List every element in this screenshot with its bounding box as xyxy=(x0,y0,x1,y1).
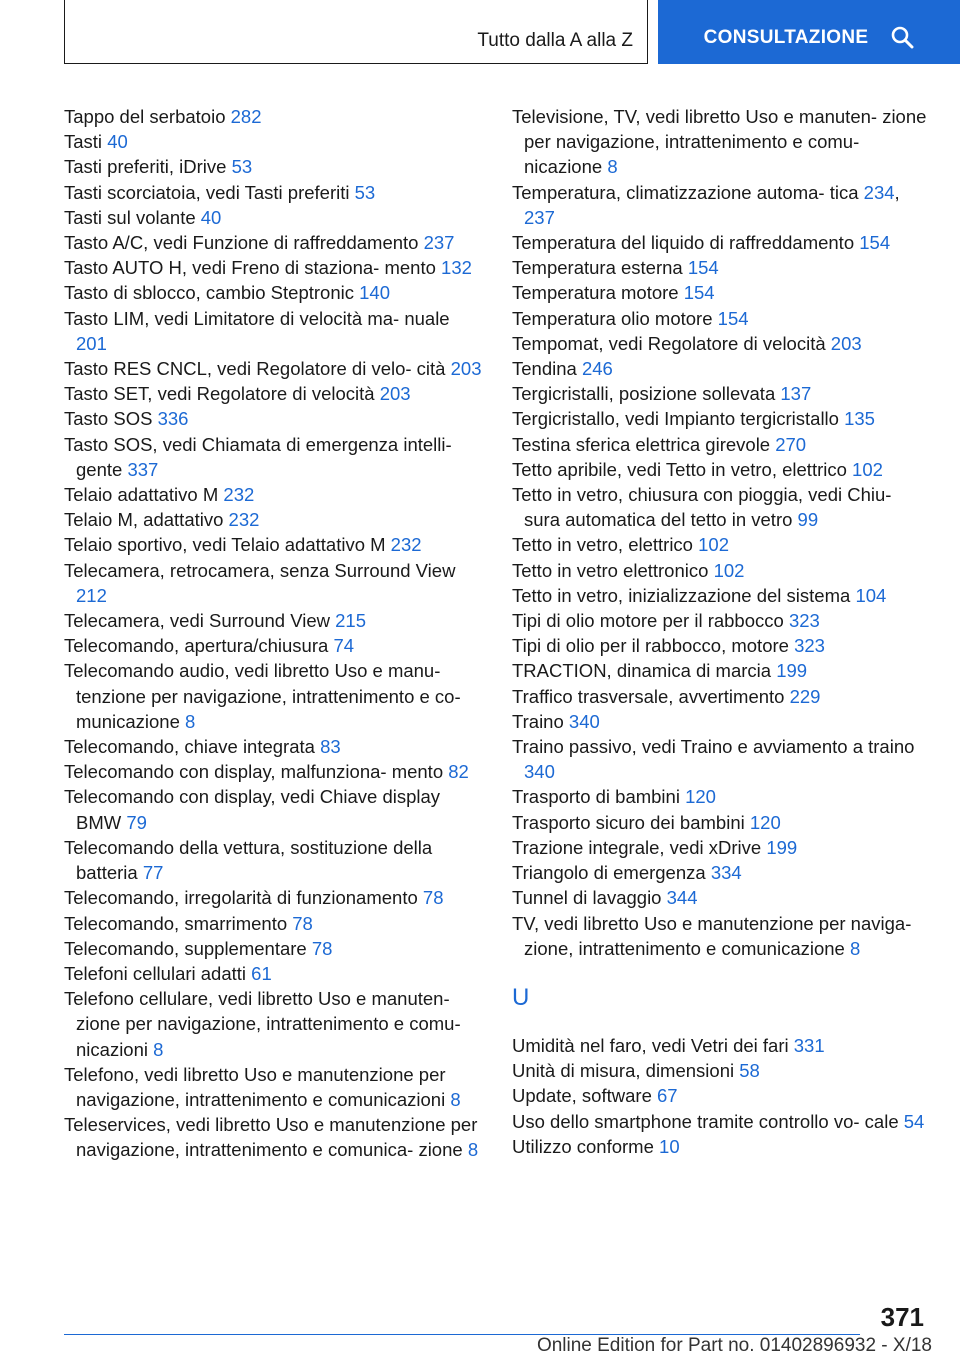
index-entry-text: Temperatura olio motore xyxy=(512,307,713,329)
page-ref-link[interactable]: 8 xyxy=(607,156,618,178)
page-ref-link[interactable]: 323 xyxy=(794,635,825,657)
index-entry-text: Tergicristallo, vedi Impianto tergicristallo xyxy=(512,408,839,430)
index-entry xyxy=(512,255,932,280)
index-entry-text: Telecomando con display, vedi Chiave display BMW xyxy=(64,786,441,833)
page-ref-link[interactable]: 120 xyxy=(749,811,781,833)
index-entry xyxy=(64,885,484,910)
index-entry xyxy=(64,129,484,154)
page-ref-link[interactable]: 154 xyxy=(687,257,719,279)
index-entry xyxy=(64,734,484,759)
index-entry-text: Trasporto di bambini xyxy=(512,786,680,808)
page-ref-link[interactable]: 140 xyxy=(359,282,390,304)
page-ref-link[interactable]: 79 xyxy=(126,811,147,833)
index-entry-text: Uso dello smartphone tramite controllo vo‐ cale xyxy=(512,1110,899,1132)
index-entry-text: Tempomat, vedi Regolatore di velocità xyxy=(512,332,826,354)
index-entry xyxy=(512,558,932,583)
search-icon[interactable] xyxy=(890,25,914,49)
index-entry-text: TRACTION, dinamica di marcia xyxy=(512,660,772,682)
index-entry xyxy=(64,1062,484,1112)
header-box xyxy=(64,0,648,64)
index-entry xyxy=(64,658,484,734)
page-ref-link[interactable]: 67 xyxy=(657,1085,678,1107)
index-entry xyxy=(512,1083,932,1108)
index-entry xyxy=(512,381,932,406)
index-entry xyxy=(512,1134,932,1159)
index-entry-text: Telecomando, supplementare xyxy=(64,937,307,959)
index-entry-text: Tendina xyxy=(512,358,577,380)
index-entry xyxy=(512,911,932,961)
index-entry-text: Trazione integrale, vedi xDrive xyxy=(512,836,762,858)
index-entry-text: Temperatura del liquido di raffreddamento xyxy=(512,232,855,254)
page-ref-link[interactable]: 199 xyxy=(776,660,808,682)
page-ref-link[interactable]: 340 xyxy=(568,710,600,732)
page-ref-link[interactable]: 78 xyxy=(311,937,333,959)
page-ref-link[interactable]: 154 xyxy=(683,282,715,304)
page-ref-link[interactable]: 323 xyxy=(788,610,820,632)
index-entry-text: Telaio adattativo M xyxy=(64,484,219,506)
index-entry-text: Telecomando audio, vedi libretto Uso e manu‐ tenzione per navigazione, intrattenimento e co‐ municazione xyxy=(64,660,461,732)
index-column-right xyxy=(512,104,932,1159)
index-entry xyxy=(64,482,484,507)
index-entry-text: Tasto SOS xyxy=(64,408,153,430)
index-entry-text: Tasti preferiti, iDrive xyxy=(64,156,227,178)
index-entry xyxy=(64,230,484,255)
page-ref-link[interactable]: 331 xyxy=(793,1034,825,1056)
index-entry xyxy=(512,885,932,910)
footer-edition-text: Online Edition for Part no. 01402896932 - X/18 xyxy=(536,1335,932,1356)
page-ref-link[interactable]: 203 xyxy=(830,332,862,354)
index-entry xyxy=(64,381,484,406)
consultazione-tab[interactable] xyxy=(658,0,960,64)
index-entry xyxy=(512,608,932,633)
index-entry-text: Televisione, TV, vedi libretto Uso e manuten‐ zione per navigazione, intrattenimento e comu‐ nicazione xyxy=(512,106,927,178)
index-entry xyxy=(64,911,484,936)
index-entry-text: Unità di misura, dimensioni xyxy=(512,1060,735,1082)
page-ref-link[interactable]: 61 xyxy=(251,962,272,984)
page-ref-link[interactable]: 154 xyxy=(859,232,891,254)
index-entry xyxy=(512,658,932,683)
index-entry xyxy=(64,507,484,532)
index-entry xyxy=(64,205,484,230)
page-ref-link[interactable]: 83 xyxy=(320,736,341,758)
index-entry-text: Temperatura motore xyxy=(512,282,679,304)
index-entry xyxy=(512,633,932,658)
index-entry-text: Tasto SET, vedi Regolatore di velocità xyxy=(64,383,375,405)
page-ref-link[interactable]: 246 xyxy=(581,358,613,380)
page-ref-link[interactable]: 102 xyxy=(713,559,745,581)
index-entry-text: Tergicristalli, posizione sollevata xyxy=(512,383,776,405)
index-entry xyxy=(64,961,484,986)
page-ref-link[interactable]: 82 xyxy=(448,761,469,783)
index-entry xyxy=(512,860,932,885)
index-entry-text: Tasti sul volante xyxy=(64,206,196,228)
index-entry-text: Tasto RES CNCL, vedi Regolatore di velo‐ cità xyxy=(64,358,446,380)
index-entry xyxy=(512,1109,932,1134)
page-ref-link[interactable]: 237 xyxy=(423,232,455,254)
index-entry xyxy=(512,1033,932,1058)
index-entry xyxy=(64,280,484,305)
page-ref-link[interactable]: 8 xyxy=(850,937,861,959)
index-entry-text: Telaio M, adattativo xyxy=(64,509,224,531)
page-ref-link[interactable]: 104 xyxy=(855,584,887,606)
consultazione-label: CONSULTAZIONE xyxy=(703,27,869,48)
page-ref-link[interactable]: 10 xyxy=(659,1135,680,1157)
letter-heading-u: U xyxy=(512,983,530,1011)
page-ref-link[interactable]: 282 xyxy=(230,106,262,127)
page-ref-link[interactable]: 201 xyxy=(76,332,107,354)
index-entry xyxy=(512,583,932,608)
index-entry-text: Traino passivo, vedi Traino e avviamento a traino xyxy=(512,736,915,758)
page-ref-link[interactable]: 336 xyxy=(157,408,189,430)
index-entry xyxy=(512,280,932,305)
index-entry-text: Tipi di olio per il rabbocco, motore xyxy=(512,635,789,657)
page-number: 371 xyxy=(880,1302,924,1332)
index-entry xyxy=(64,633,484,658)
index-entry xyxy=(64,936,484,961)
index-entry xyxy=(64,406,484,431)
index-entry-text: Umidità nel faro, vedi Vetri dei fari xyxy=(512,1034,789,1056)
page-ref-link[interactable]: 78 xyxy=(292,912,313,934)
index-entry xyxy=(64,784,484,834)
index-entry xyxy=(64,558,484,608)
index-entry-text: Telecomando con display, malfunziona‐ mento xyxy=(64,761,444,783)
index-entry-text: Telecamera, vedi Surround View xyxy=(64,610,330,632)
index-entry-text: Tipi di olio motore per il rabbocco xyxy=(512,610,784,632)
page-ref-link[interactable]: 74 xyxy=(333,635,355,657)
index-entry-text: Tasto SOS, vedi Chiamata di emergenza intelli‐ gente xyxy=(64,433,452,480)
page-ref-link[interactable]: 135 xyxy=(844,408,875,430)
index-entry xyxy=(64,835,484,885)
index-entry xyxy=(512,810,932,835)
index-entry: Temperatura, climatizzazione automa‐ tica 234, 237 xyxy=(512,181,900,228)
page-ref-link[interactable]: 340 xyxy=(524,761,555,783)
index-entry xyxy=(512,684,932,709)
index-entry-text: Temperatura esterna xyxy=(512,257,683,279)
page-ref-link[interactable]: 53 xyxy=(231,156,253,178)
index-entry xyxy=(512,835,932,860)
index-entry-text: Teleservices, vedi libretto Uso e manutenzione per navigazione, intrattenimento e comunica‐ zione xyxy=(64,1114,478,1161)
index-entry-text: Telecomando della vettura, sostituzione della batteria xyxy=(64,836,433,884)
index-entry xyxy=(512,406,932,431)
page-ref-link[interactable]: 8 xyxy=(153,1038,164,1060)
index-entry-text: Tetto apribile, vedi Tetto in vetro, elettrico xyxy=(512,458,847,480)
page-ref-link[interactable]: 77 xyxy=(142,862,164,884)
index-entry-text: Telecomando, chiave integrata xyxy=(64,736,315,758)
index-entry xyxy=(64,986,484,1062)
index-entry xyxy=(512,356,932,381)
index-entry-text: Tetto in vetro, elettrico xyxy=(512,534,693,556)
index-entry-text: Telecomando, irregolarità di funzionamento xyxy=(64,887,418,909)
index-entry xyxy=(64,180,484,205)
page-ref-link[interactable]: 232 xyxy=(223,484,255,506)
index-entry-text: Tetto in vetro, inizializzazione del sistema xyxy=(512,584,851,606)
index-entry xyxy=(512,734,932,784)
page-ref-link[interactable]: 199 xyxy=(766,836,798,858)
index-entry xyxy=(64,154,484,179)
index-entry xyxy=(64,306,484,356)
page-ref-link[interactable]: 232 xyxy=(228,509,260,531)
index-entry-text: Telecamera, retrocamera, senza Surround View xyxy=(64,559,456,581)
index-entry-text: Traffico trasversale, avvertimento xyxy=(512,685,785,707)
page-ref-link[interactable]: 53 xyxy=(354,181,376,203)
index-entry xyxy=(512,457,932,482)
index-entry xyxy=(512,482,932,532)
index-entry-text: Update, software xyxy=(512,1085,652,1107)
index-entry-text: Tasto A/C, vedi Funzione di raffreddamento xyxy=(64,232,419,254)
page-ref-link[interactable]: 58 xyxy=(739,1060,760,1082)
index-entry-text: Telefono cellulare, vedi libretto Uso e manuten‐ zione per navigazione, intrattenimento e comu‐ nicazioni xyxy=(64,988,461,1060)
page-ref-link[interactable]: 78 xyxy=(422,887,444,909)
index-entry xyxy=(64,532,484,557)
index-entry xyxy=(512,1058,932,1083)
index-entry-text: Utilizzo conforme xyxy=(512,1135,654,1157)
section-title: Tutto dalla A alla Z xyxy=(477,30,633,51)
page-ref-link[interactable]: 8 xyxy=(450,1088,461,1110)
page-ref-link[interactable]: 212 xyxy=(76,584,107,606)
index-entry xyxy=(64,759,484,784)
index-entry xyxy=(64,608,484,633)
index-entry xyxy=(64,1112,484,1162)
page-ref-link[interactable]: 102 xyxy=(698,534,729,556)
index-entry-text: Tasto di sblocco, cambio Steptronic xyxy=(64,282,354,304)
page-ref-link[interactable]: 40 xyxy=(200,206,222,228)
page-ref-link[interactable]: 232 xyxy=(390,534,422,556)
page-ref-link[interactable]: 120 xyxy=(685,786,716,808)
index-entry-text: Tasto LIM, vedi Limitatore di velocità ma‐ nuale xyxy=(64,307,450,329)
index-entry-text: Telecomando, apertura/chiusura xyxy=(64,635,329,657)
index-entry xyxy=(64,356,484,381)
index-entry xyxy=(512,432,932,457)
index-column-left xyxy=(64,104,484,1163)
index-entry-text: Tetto in vetro, chiusura con pioggia, vedi Chiu‐ sura automatica del tetto in vetro xyxy=(512,484,892,531)
page-ref-link[interactable]: 203 xyxy=(450,358,482,380)
index-entry-text: Tappo del serbatoio xyxy=(64,106,226,127)
index-entry-text: Temperatura, climatizzazione automa‐ tica xyxy=(512,181,859,203)
index-entry-text: Triangolo di emergenza xyxy=(512,862,706,884)
index-entry-text: Telefoni cellulari adatti xyxy=(64,962,247,984)
index-entry-text: Tasti scorciatoia, vedi Tasti preferiti xyxy=(64,181,350,203)
page-ref-link[interactable]: 132 xyxy=(441,257,472,279)
index-entry-text: Tasto AUTO H, vedi Freno di staziona‐ mento xyxy=(64,257,436,279)
page-ref-link[interactable]: 215 xyxy=(335,610,367,632)
index-entry xyxy=(64,255,484,280)
index-entry-text: Telaio sportivo, vedi Telaio adattativo M xyxy=(64,534,386,556)
index-entry-text: Telefono, vedi libretto Uso e manutenzione per navigazione, intrattenimento e comunicazioni xyxy=(64,1063,446,1110)
page-ref-link[interactable]: 229 xyxy=(789,685,821,707)
page-ref-link[interactable]: 8 xyxy=(185,710,196,732)
index-entry xyxy=(512,709,932,734)
index-entry-text: Tetto in vetro elettronico xyxy=(512,559,709,581)
index-entry-text: Tunnel di lavaggio xyxy=(512,887,662,909)
index-entry-text: Telecomando, smarrimento xyxy=(64,912,288,934)
page-ref-link[interactable]: 334 xyxy=(710,862,742,884)
index-entry xyxy=(512,104,932,180)
page-ref-link[interactable]: 237 xyxy=(524,206,555,228)
page-ref-link[interactable]: 337 xyxy=(127,458,159,480)
index-entry-text: Testina sferica elettrica girevole xyxy=(512,433,771,455)
index-entry xyxy=(512,306,932,331)
index-entry xyxy=(512,784,932,809)
page-ref-link[interactable]: 8 xyxy=(467,1139,479,1161)
index-entry-text: Traino xyxy=(512,710,564,732)
page-ref-link[interactable]: 234 xyxy=(863,181,895,203)
index-entry xyxy=(512,230,932,255)
page-ref-link[interactable]: 344 xyxy=(666,887,698,909)
index-entry xyxy=(512,331,932,356)
page-ref-link[interactable]: 270 xyxy=(775,433,807,455)
index-entry xyxy=(64,104,484,129)
index-entry-text: TV, vedi libretto Uso e manutenzione per naviga‐ zione, intrattenimento e comunicazione xyxy=(512,912,912,959)
page-ref-link[interactable]: 154 xyxy=(717,307,749,329)
page-ref-link[interactable]: 99 xyxy=(797,509,819,531)
page-ref-link[interactable]: 137 xyxy=(780,383,812,405)
page-ref-link[interactable]: 40 xyxy=(107,131,128,153)
index-entry-text: Tasti xyxy=(64,131,103,153)
page-ref-link[interactable]: 54 xyxy=(903,1110,925,1132)
index-entry xyxy=(512,532,932,557)
page-ref-link[interactable]: 102 xyxy=(852,458,883,480)
index-entry xyxy=(64,432,484,482)
index-entry-text: Trasporto sicuro dei bambini xyxy=(512,811,745,833)
page-ref-link[interactable]: 203 xyxy=(379,383,411,405)
